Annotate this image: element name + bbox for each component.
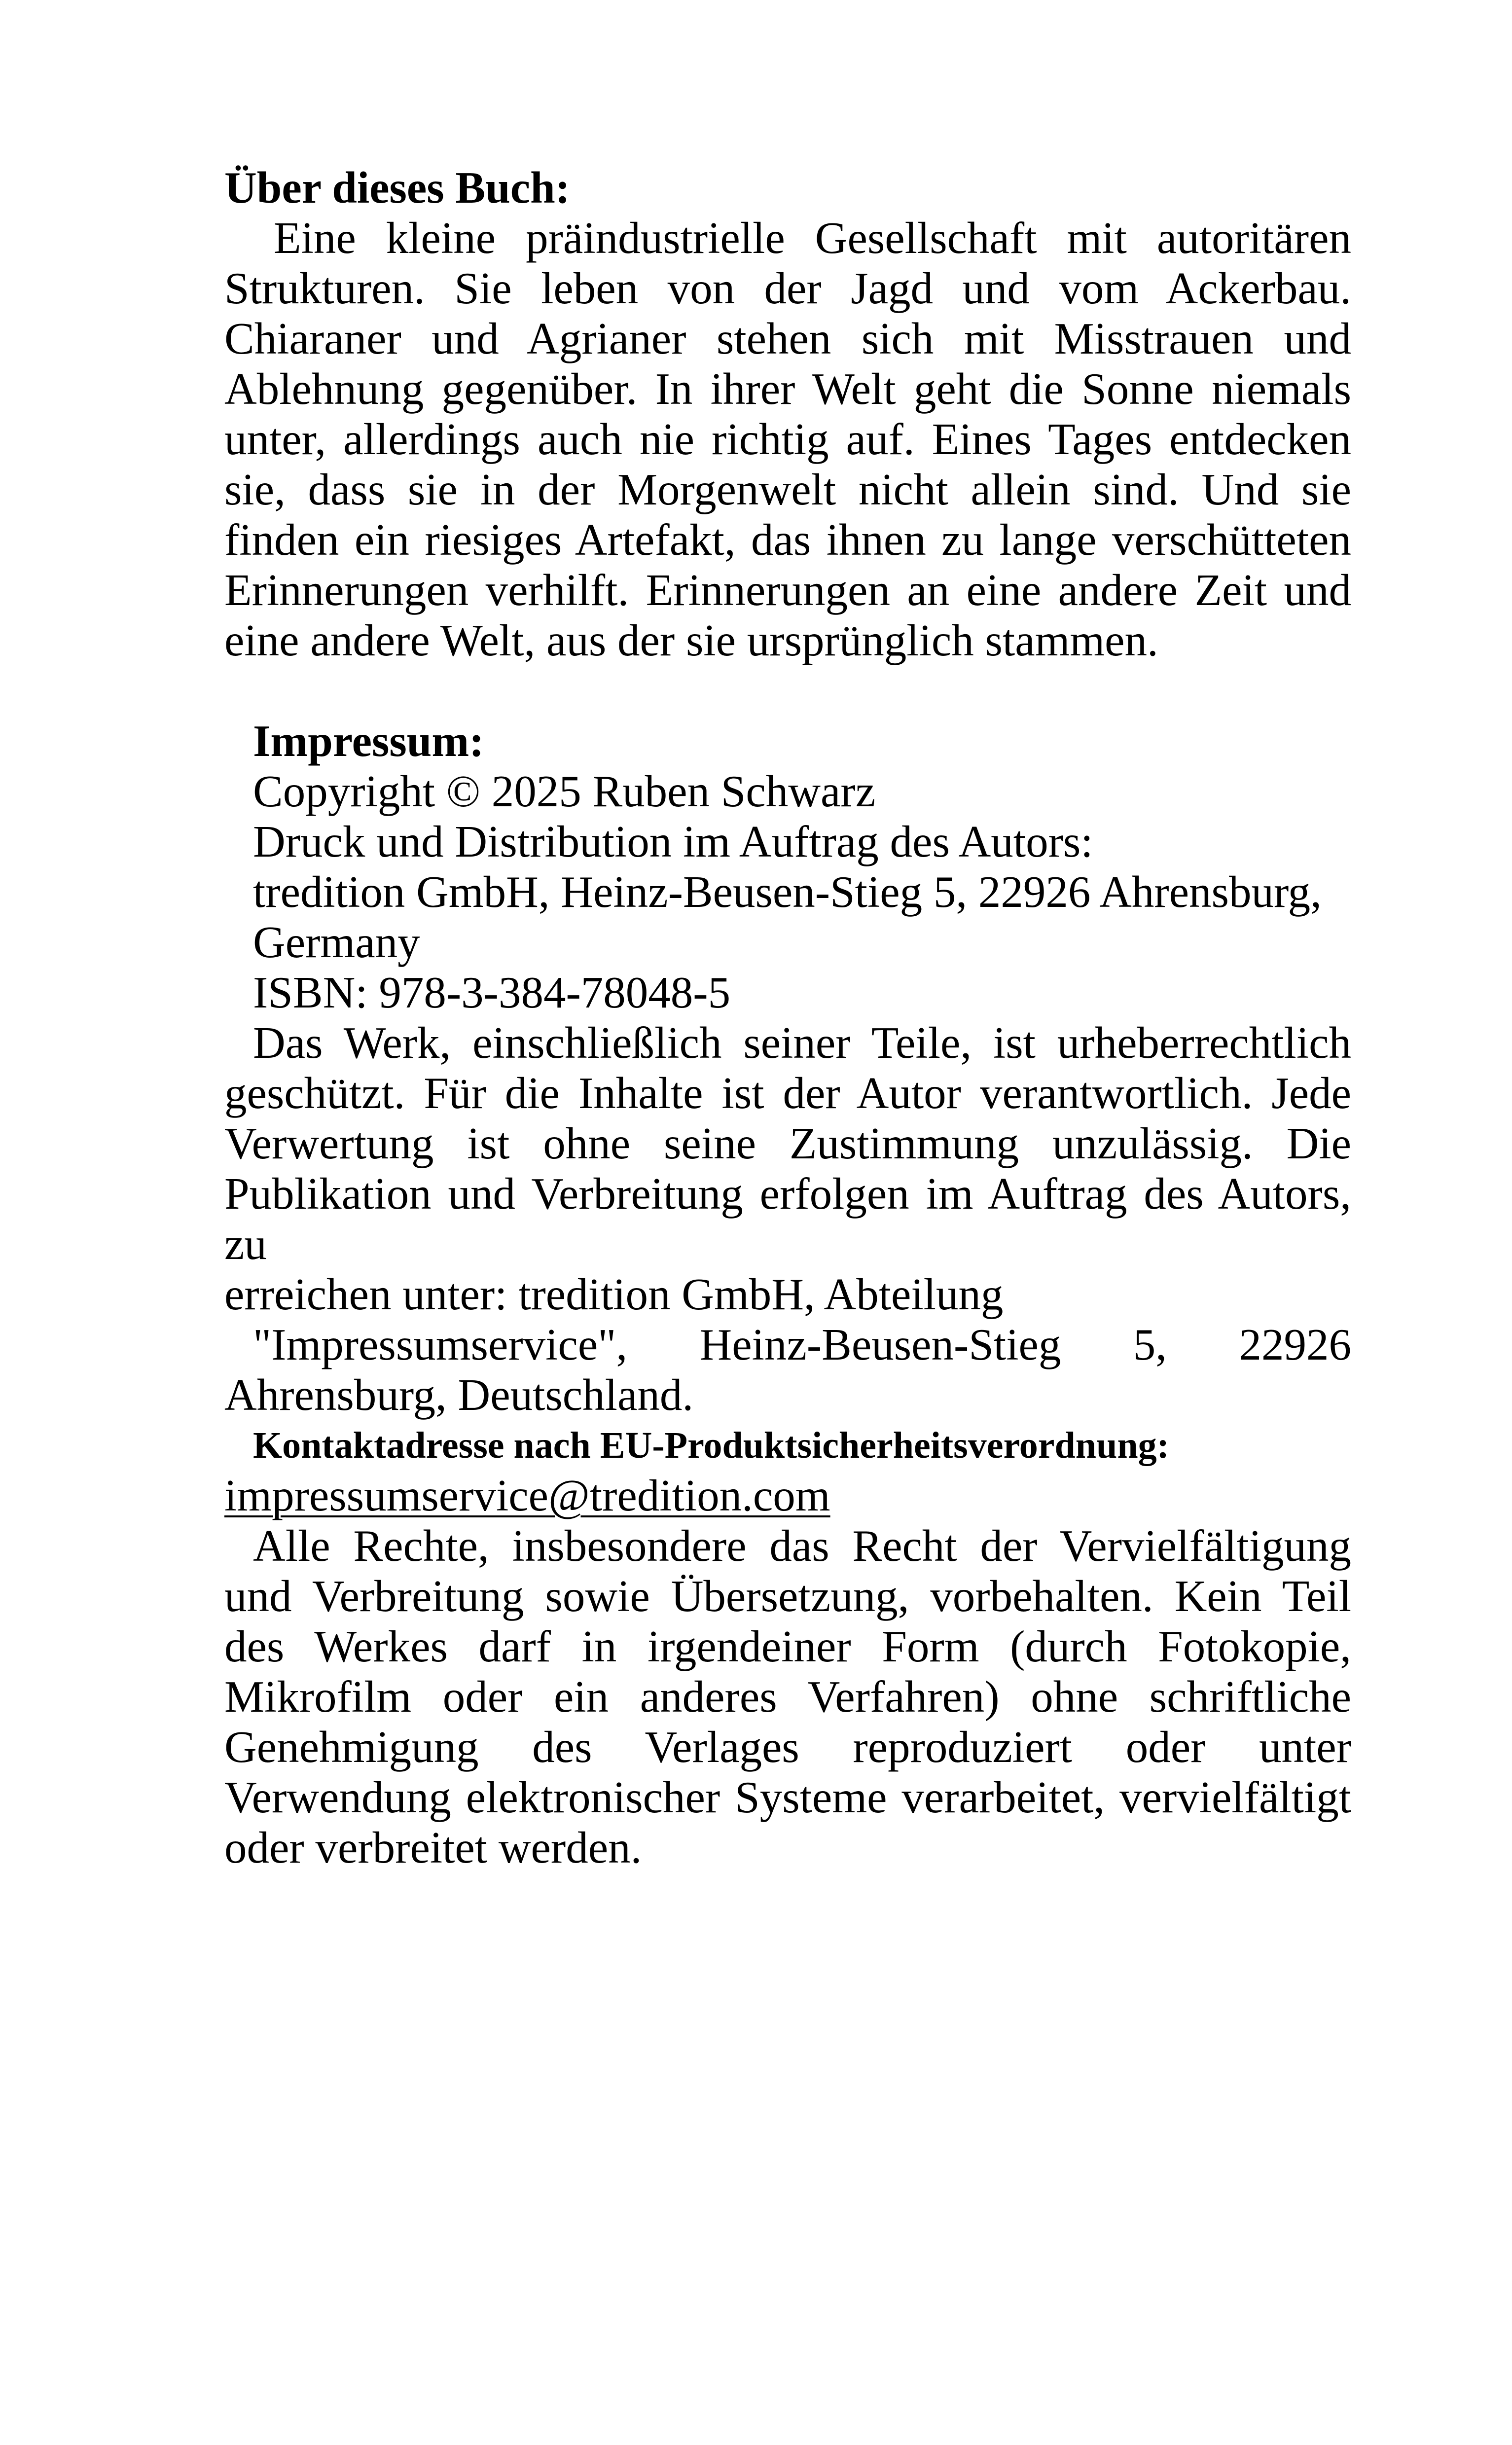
contact-heading: Kontaktadresse nach EU-Produktsicherheitsverordnung: xyxy=(253,1425,1169,1466)
service-address-end: Ahrensburg, Deutschland. xyxy=(224,1370,694,1420)
contact-email-link[interactable]: impressumservice@tredition.com xyxy=(224,1471,830,1520)
impressum-heading: Impressum: xyxy=(253,716,484,766)
publisher-address: tredition GmbH, Heinz-Beusen-Stieg 5, 22926 Ahrensburg, xyxy=(253,867,1322,917)
isbn-line: ISBN: 978-3-384-78048-5 xyxy=(253,968,731,1017)
copyright-notice-end: erreichen unter: tredition GmbH, Abteilung xyxy=(224,1269,1004,1319)
impressum-section xyxy=(224,716,1351,1873)
about-section xyxy=(224,163,1351,666)
service-address: "Impressumservice", Heinz-Beusen-Stieg 5, 22926 xyxy=(253,1320,1351,1369)
druck-line: Druck und Distribution im Auftrag des Autors: xyxy=(253,817,1093,866)
about-text: Eine kleine präindustrielle Gesellschaft mit autoritären Strukturen. Sie leben von der Jagd und vom Ackerbau. Chiaraner und Agrianer stehen sich mit Misstrauen und Ablehnung gegenüber. In ihrer Welt geht die Sonne niemals unter, allerdings auch nie richtig auf. Eines Tages entdecken sie, dass sie in der Morgenwelt nicht allein sind. Und sie finden ein riesiges Artefakt, das ihnen zu lange verschütteten Erinnerungen verhilft. Erinnerungen an eine andere Zeit und eine andere Welt, aus der sie ursprünglich stammen. xyxy=(224,213,1351,665)
country-line: Germany xyxy=(253,917,420,967)
copyright-notice: Das Werk, einschließlich seiner Teile, ist urheberrechtlich geschützt. Für die Inhalte ist der Autor verantwortlich. Jede Verwertung ist ohne seine Zustimmung unzulässig. Die Publikation und Verbreitung erfolgen im Auftrag des Autors, zu xyxy=(224,1018,1351,1269)
rights-notice: Alle Rechte, insbesondere das Recht der Vervielfältigung und Verbreitung sowie Übersetzung, vorbehalten. Kein Teil des Werkes darf in irgendeiner Form (durch Fotokopie, Mikrofilm oder ein anderes Verfahren) ohne schriftliche Genehmigung des Verlages reproduziert oder unter Verwendung elektronischer Systeme verarbeitet, vervielfältigt oder verbreitet werden. xyxy=(224,1521,1351,1872)
copyright-line: Copyright © 2025 Ruben Schwarz xyxy=(253,766,876,816)
book-page xyxy=(224,163,1351,1873)
about-heading: Über dieses Buch: xyxy=(224,163,571,213)
